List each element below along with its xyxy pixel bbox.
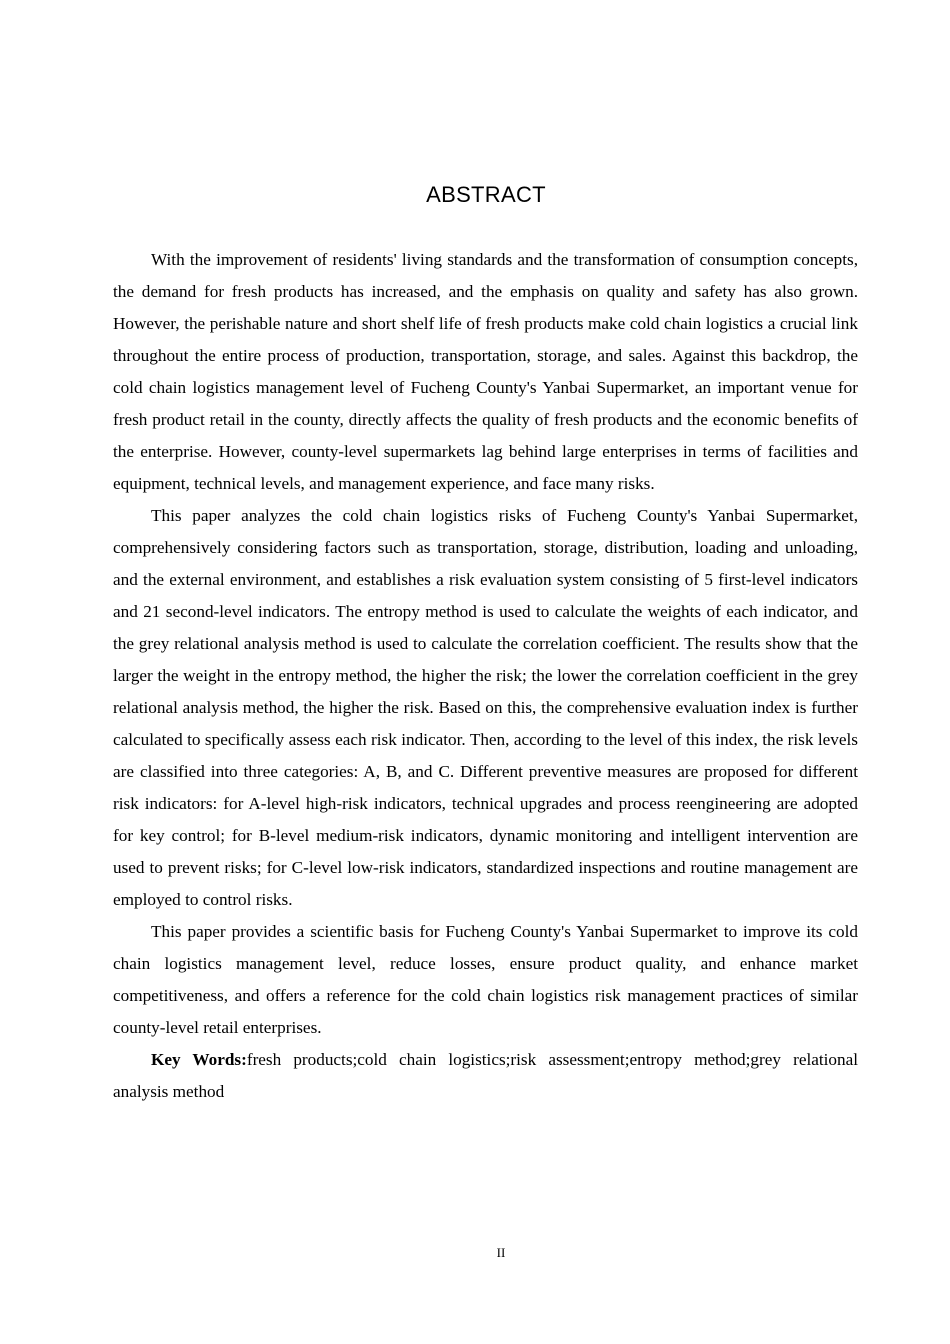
page-number: II: [496, 1245, 506, 1260]
abstract-paragraph-1: With the improvement of residents' living standards and the transformation of consumption concepts, the demand for fresh products has increased, and the emphasis on quality and safety has also grown. However, the perishable nature and short shelf life of fresh products make cold chain logistics a crucial link throughout the entire process of production, transportation, storage, and sales. Against this backdrop, the cold chain logistics management level of Fucheng County's Yanbai Supermarket, an important venue for fresh product retail in the county, directly affects the quality of fresh products and the economic benefits of the enterprise. However, county-level supermarkets lag behind large enterprises in terms of facilities and equipment, technical levels, and management experience, and face many risks.: [113, 250, 858, 493]
abstract-paragraph-2: This paper analyzes the cold chain logistics risks of Fucheng County's Yanbai Supermarket, comprehensively considering factors such as transportation, storage, distribution, loading and unloading, and the external environment, and establishes a risk evaluation system consisting of 5 first-level indicators and 21 second-level indicators. The entropy method is used to calculate the weights of each indicator, and the grey relational analysis method is used to calculate the correlation coefficient. The results show that the larger the weight in the entropy method, the higher the risk; the lower the correlation coefficient in the grey relational analysis method, the higher the risk. Based on this, the comprehensive evaluation index is further calculated to specifically assess each risk indicator. Then, according to the level of this index, the risk levels are classified into three categories: A, B, and C. Different preventive measures are proposed for different risk indicators: for A-level high-risk indicators, technical upgrades and process reengineering are adopted for key control; for B-level medium-risk indicators, dynamic monitoring and intelligent intervention are used to prevent risks; for C-level low-risk indicators, standardized inspections and routine management are employed to control risks.: [113, 506, 858, 909]
keywords-label: Key Words:: [151, 1050, 247, 1069]
abstract-paragraph-3: This paper provides a scientific basis for Fucheng County's Yanbai Supermarket to improve its cold chain logistics management level, reduce losses, ensure product quality, and enhance market competitiveness, and offers a reference for the cold chain logistics risk management practices of similar county-level retail enterprises.: [113, 922, 858, 1037]
abstract-title: ABSTRACT: [426, 182, 546, 207]
keywords-line: [113, 1044, 858, 1108]
abstract-body: [113, 244, 858, 1108]
keywords-text: fresh products;cold chain logistics;risk assessment;entropy method;grey relational analysis method: [113, 1050, 858, 1101]
